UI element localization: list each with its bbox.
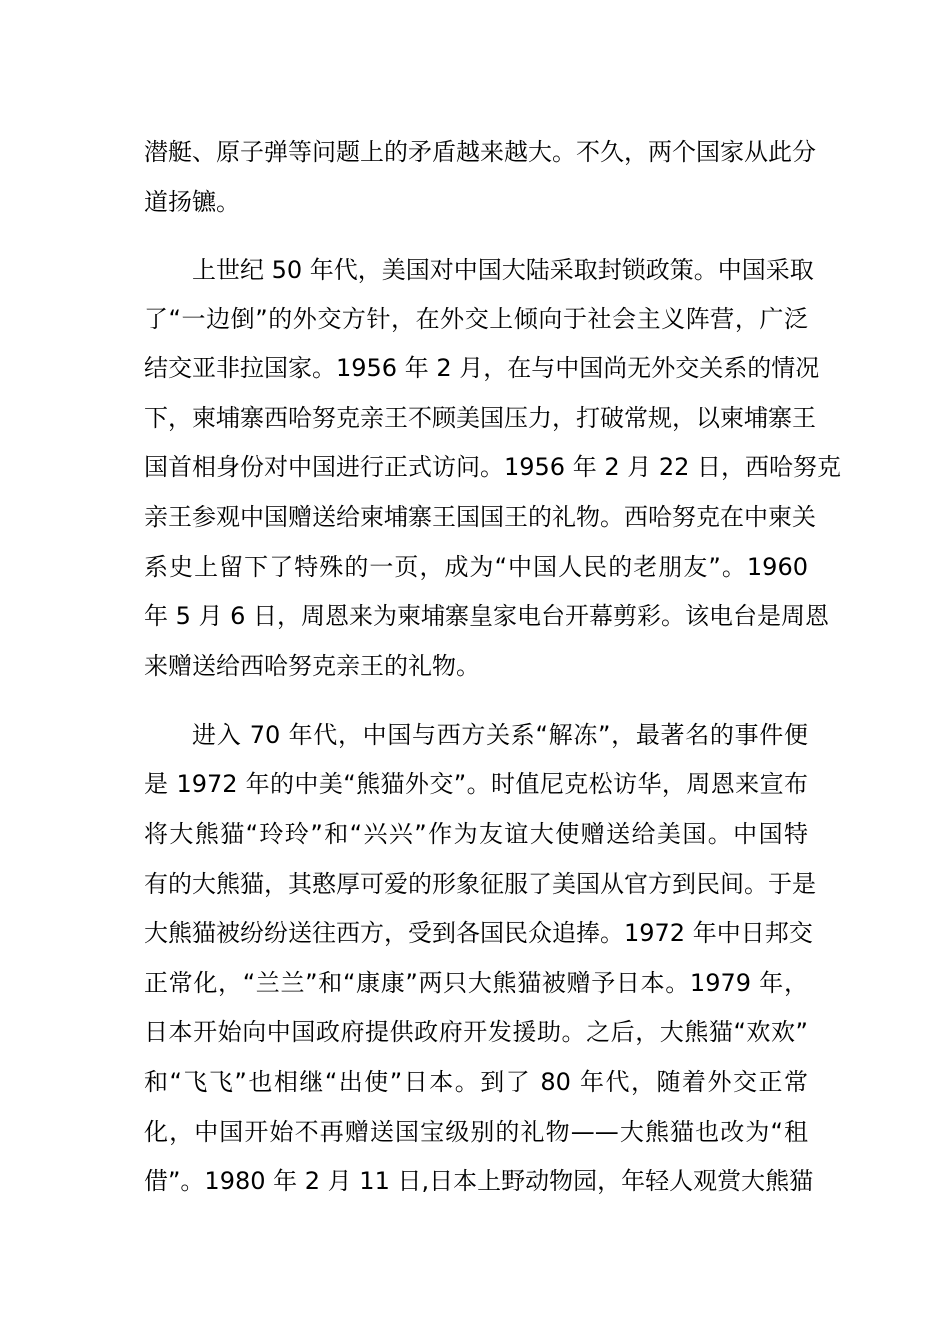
- paragraph-2-line-9: 来赠送给西哈努克亲王的礼物。: [144, 652, 480, 680]
- paragraph-3-line-7: 日本开始向中国政府提供政府开发援助。之后，大熊猫“欢欢”: [144, 1018, 808, 1046]
- paragraph-1-line-1: 潜艇、原子弹等问题上的矛盾越来越大。不久，两个国家从此分: [144, 138, 816, 166]
- paragraph-3-line-3: 将大熊猫“玲玲”和“兴兴”作为友谊大使赠送给美国。中国特: [144, 820, 808, 848]
- paragraph-2-line-4: 下，柬埔寨西哈努克亲王不顾美国压力，打破常规，以柬埔寨王: [144, 404, 816, 432]
- paragraph-3-line-6: 正常化，“兰兰”和“康康”两只大熊猫被赠予日本。1979 年，: [144, 969, 808, 997]
- paragraph-2-line-8: 年 5 月 6 日，周恩来为柬埔寨皇家电台开幕剪彩。该电台是周恩: [144, 602, 830, 630]
- paragraph-1-line-2: 道扬镳。: [144, 188, 240, 216]
- paragraph-2-line-2: 了“一边倒”的外交方针，在外交上倾向于社会主义阵营，广泛: [144, 305, 808, 333]
- paragraph-3-line-8: 和“飞飞”也相继“出使”日本。到了 80 年代，随着外交正常: [144, 1068, 808, 1096]
- paragraph-2-line-6: 亲王参观中国赠送给柬埔寨王国国王的礼物。西哈努克在中柬关: [144, 503, 816, 531]
- paragraph-2-line-3: 结交亚非拉国家。1956 年 2 月，在与中国尚无外交关系的情况: [144, 354, 820, 382]
- paragraph-3-line-5: 大熊猫被纷纷送往西方，受到各国民众追捧。1972 年中日邦交: [144, 919, 813, 947]
- paragraph-2-line-7: 系史上留下了特殊的一页，成为“中国人民的老朋友”。1960: [144, 553, 808, 581]
- paragraph-2-line-1: 上世纪 50 年代，美国对中国大陆采取封锁政策。中国采取: [192, 256, 814, 284]
- paragraph-3-line-2: 是 1972 年的中美“熊猫外交”。时值尼克松访华，周恩来宣布: [144, 770, 808, 798]
- paragraph-2-line-5: 国首相身份对中国进行正式访问。1956 年 2 月 22 日，西哈努克: [144, 453, 842, 481]
- paragraph-3-line-10: 借”。1980 年 2 月 11 日,日本上野动物园，年轻人观赏大熊猫: [144, 1167, 814, 1195]
- paragraph-3-line-4: 有的大熊猫，其憨厚可爱的形象征服了美国从官方到民间。于是: [144, 870, 816, 898]
- paragraph-3-line-1: 进入 70 年代，中国与西方关系“解冻”，最著名的事件便: [192, 721, 808, 749]
- paragraph-3-line-9: 化，中国开始不再赠送国宝级别的礼物——大熊猫也改为“租: [144, 1118, 808, 1146]
